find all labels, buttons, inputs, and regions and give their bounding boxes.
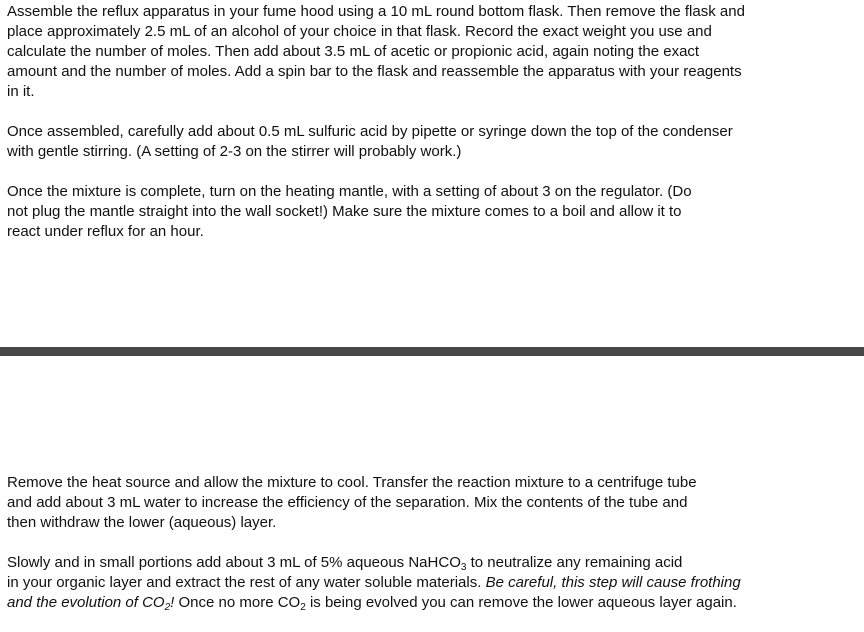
text-line: in it. [7,83,35,100]
text-line [7,573,856,593]
text-line: amount and the number of moles. Add a spin bar to the flask and reassemble the apparatus with your reagents [7,63,742,80]
subscript: 2 [164,602,171,613]
text-line: Once the mixture is complete, turn on the heating mantle, with a setting of about 3 on the regulator. (Do [7,183,692,200]
warning-text: Be careful, this step will cause frothing [485,574,741,591]
text-run: to neutralize any remaining acid [466,554,683,571]
instructions-part-1 [7,2,856,242]
text-line: with gentle stirring. (A setting of 2-3 on the stirrer will probably work.) [7,143,462,160]
section-divider [0,347,864,356]
text-line: Assemble the reflux apparatus in your fume hood using a 10 mL round bottom flask. Then remove the flask and [7,3,745,20]
paragraph-neutralize [7,553,856,613]
text-run: ! [170,594,175,611]
text-line: not plug the mantle straight into the wall socket!) Make sure the mixture comes to a boil and allow it to [7,203,682,220]
text-run: and the evolution of CO [7,594,165,611]
text-run: in your organic layer and extract the rest of any water soluble materials. [7,574,486,591]
text-line: react under reflux for an hour. [7,223,204,240]
text-line: Remove the heat source and allow the mixture to cool. Transfer the reaction mixture to a centrifuge tube [7,474,697,491]
subscript: 3 [460,562,467,573]
text-run: Slowly and in small portions add about 3 mL of 5% aqueous NaHCO [7,554,461,571]
subscript: 2 [300,602,306,613]
text-line: and add about 3 mL water to increase the efficiency of the separation. Mix the contents of the tube and [7,494,688,511]
text-line: calculate the number of moles. Then add about 3.5 mL of acetic or propionic acid, again noting the exact [7,43,700,60]
text-line: then withdraw the lower (aqueous) layer. [7,514,277,531]
warning-text [7,594,174,611]
text-line [7,553,856,573]
text-run: is being evolved you can remove the lower aqueous layer again. [305,594,737,611]
paragraph-cool-and-separate [7,473,856,533]
text-run: Once no more CO [174,594,301,611]
text-line: Once assembled, carefully add about 0.5 mL sulfuric acid by pipette or syringe down the top of the condenser [7,123,733,140]
paragraph-heating [7,182,856,242]
paragraph-reflux-setup [7,2,856,102]
paragraph-add-sulfuric-acid [7,122,856,162]
instructions-part-2 [7,473,856,613]
text-line: place approximately 2.5 mL of an alcohol of your choice in that flask. Record the exact weight you use and [7,23,712,40]
text-line [7,593,856,613]
